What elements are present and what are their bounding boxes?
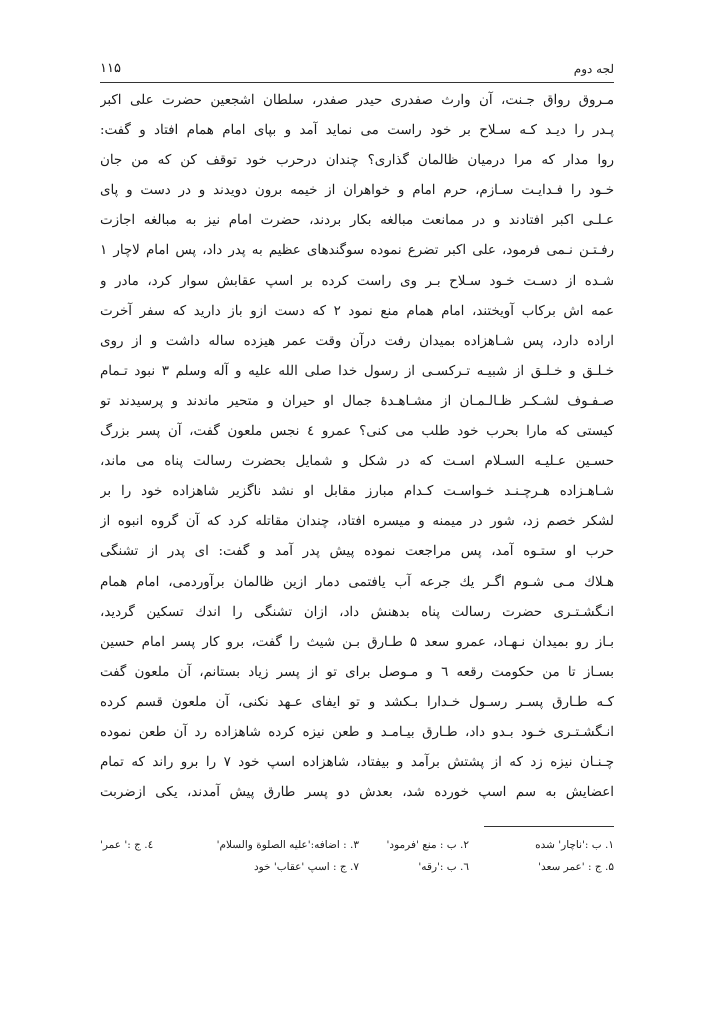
- body-line: صـفـوف لشـکـر ظـالـمـان از مشـاهـدهٔ جمال او حیران و متحیر ماندند و پرسیدند تو: [100, 393, 614, 409]
- body-line: بـاز رو بمیدان نـهـاد، عمرو سعد ۵ طـارق بـن شیث را گفت، برو کار پسر امام حسین: [100, 634, 614, 650]
- footnote-row: [100, 834, 614, 856]
- footnote-7: ۷. ج : اسپ 'عقاب' خود: [253, 861, 359, 873]
- body-line: روا مدار که مرا درمیان ظالمان گذاری؟ چندان درحرب خود توقف کن که من جان: [100, 153, 614, 169]
- body-line: شـده از دسـت خـود سـلاح بـر وی راست کرده بر اسپ عقابش سوار کرد، مادر و: [100, 273, 614, 289]
- body-line: هـلاك مـی شـوم اگـر یك جرعه آب یافتمی دمار ازین ظالمان برآوردمی، امام همام: [100, 574, 614, 590]
- footnote-row: [100, 856, 614, 878]
- footnote-5: ۵. ج : 'عمر سعد': [538, 861, 614, 873]
- body-line: اعضایش به سم اسپ خورده شد، بعدش دو پسر طارق پیش آمدند، یکی ازضربت: [100, 785, 614, 801]
- body-line: کیستی که مارا بحرب خود طلب می کنی؟ عمرو ٤ نجس ملعون گفت، آن پسر بزرگ: [100, 424, 614, 440]
- body-line: عـلـی اکبر افتادند و در ممانعت مبالغه بکار بردند، حضرت امام نیز به مبالغه اجازت: [100, 213, 614, 229]
- body-text: [100, 86, 614, 808]
- footnote-2: ۲. ب : منع 'فرمود': [386, 839, 469, 851]
- body-line: بسـاز تا من حکومت رقعه ٦ و مـوصل برای تو از پسر زیاد بستانم، آن ملعون گفت: [100, 664, 614, 680]
- footnote-6: ٦. ب :'رقه': [418, 861, 469, 873]
- body-line: لشکر خصم زد، شور در میمنه و میسره افتاد، چندان مقاتله کرد که آن گروه انبوه از: [100, 514, 614, 530]
- body-line: چـنـان نیزه زد که از پشتش برآمد و بیفتاد، شاهزاده اسپ خود ۷ را برو راند که تمام: [100, 755, 614, 771]
- header-rule: [100, 82, 614, 83]
- body-line: مـروق رواق جـنت، آن وارث صفدری حیدر صفدر، سلطان اشجعین حضرت علی اکبر: [100, 93, 614, 108]
- body-line: پـدر را دیـد کـه سـلاح بر خود راست می نماید آمد و بپای امام همام افتاد و گفت:: [100, 123, 614, 139]
- footnote-1: ۱. ب :'ناچار' شده: [535, 839, 614, 851]
- body-line: رفـتـن نـمی فرمود، علی اکبر تضرع نموده سوگندهای عظیم به پدر داد، پس امام لاچار ۱: [100, 243, 614, 259]
- body-line: حسـین عـلیـه السـلام اسـت که در شکل و شمایل بحضرت رسالت پناه می ماند،: [100, 454, 614, 470]
- body-line: حرب او ستـوه آمد، پس مراجعت نموده پیش پدر آمد و گفت: ای پدر از تشنگی: [100, 544, 614, 560]
- body-line: عمه اش برکاب آویختند، امام همام منع نمود ۲ که دست ازو باز دارید که سفر آخرت: [100, 303, 614, 319]
- page-header: [100, 58, 614, 80]
- footnote-rule: [484, 826, 614, 827]
- body-line: انـگشـتـری حضرت رسالت پناه بدهنش داد، ازان تشنگی را اندك تسکین گردید،: [100, 604, 614, 620]
- footnote-4: ٤. ج :' عمر': [100, 839, 154, 851]
- running-title: لجه دوم: [573, 62, 614, 76]
- body-line: خـلـق و خـلـق از شبیـه تـرکسـی از رسول خدا صلی الله علیه و آله وسلم ۳ نبود تـمام: [100, 363, 614, 379]
- body-line: انـگشـتـری خـود بـدو داد، طـارق بیـامـد و طعن نیزه کرده شاهزاده رد آن طعن نموده: [100, 724, 614, 740]
- body-line: اراده دارد، پس شـاهزاده بمیدان رفت درآن وقت عمر هیزده ساله داشت و از روی: [100, 333, 614, 349]
- footnotes: [100, 834, 614, 878]
- page-number: ۱۱۵: [100, 61, 121, 76]
- body-line: شـاهـزاده هـرچـنـد خـواسـت کـدام مبارز مقابل او نشد ناگزیر شاهزاده خود را بر: [100, 484, 614, 500]
- body-line: خـود را فـدایـت سـازم، حرم امام و خواهران از خیمه برون دویدند و در دست و پای: [100, 183, 614, 199]
- footnote-3: ۳. : اضافه:'علیه الصلوة والسلام': [216, 839, 359, 851]
- body-line: کـه طـارق پسـر رسـول خـدارا بـکشد و تو ایفای عـهد نکنی، آن ملعون قسم کرده: [100, 694, 614, 710]
